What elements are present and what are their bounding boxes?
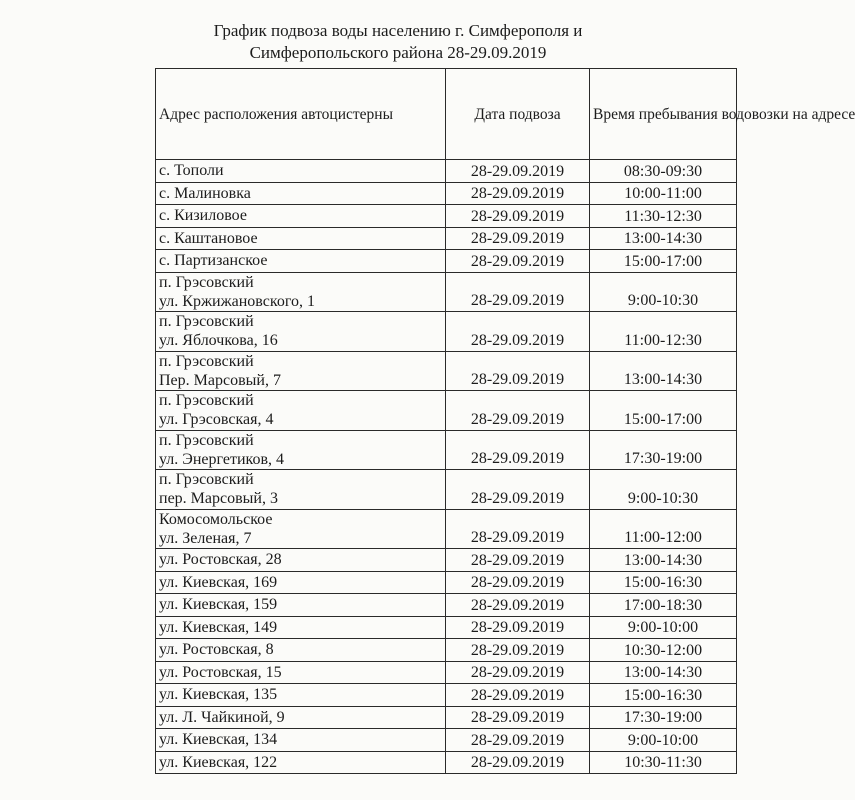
delivery-date-cell: 28-29.09.2019	[446, 639, 590, 662]
stay-time-cell: 9:00-10:30	[590, 470, 737, 510]
address-line-2: ул. Зеленая, 7	[159, 529, 252, 547]
address-line-1: п. Грэсовский	[159, 392, 254, 410]
stay-time-cell: 9:00-10:00	[590, 729, 737, 752]
header-date: Дата подвоза	[446, 69, 590, 160]
address-line-1: с. Малиновка	[159, 184, 251, 202]
delivery-date-cell: 28-29.09.2019	[446, 272, 590, 312]
address-cell	[156, 706, 446, 729]
address-line-1: с. Каштановое	[159, 229, 258, 247]
delivery-date-cell: 28-29.09.2019	[446, 351, 590, 391]
table-row	[156, 616, 737, 639]
delivery-date-cell: 28-29.09.2019	[446, 661, 590, 684]
address-line-1: п. Грэсовский	[159, 471, 254, 489]
address-line-1: п. Грэсовский	[159, 431, 254, 449]
address-line-1: ул. Киевская, 134	[159, 731, 278, 749]
stay-time-cell: 15:00-17:00	[590, 391, 737, 431]
address-cell	[156, 509, 446, 549]
table-row	[156, 272, 737, 312]
stay-time-cell: 15:00-16:30	[590, 684, 737, 707]
address-line-1: с. Кизиловое	[159, 207, 247, 225]
address-line-2: пер. Марсовый, 3	[159, 490, 278, 508]
address-line-1: ул. Ростовская, 15	[159, 663, 282, 681]
address-cell	[156, 616, 446, 639]
table-row	[156, 661, 737, 684]
delivery-date-cell: 28-29.09.2019	[446, 160, 590, 183]
address-cell	[156, 430, 446, 470]
stay-time-cell: 11:00-12:30	[590, 312, 737, 352]
stay-time-cell: 11:30-12:30	[590, 205, 737, 228]
address-line-1: ул. Киевская, 169	[159, 573, 278, 591]
address-line-1: ул. Л. Чайкиной, 9	[159, 708, 285, 726]
header-time: Время пребывания водовозки на адресе	[590, 69, 737, 160]
address-line-1: п. Грэсовский	[159, 313, 254, 331]
table-row	[156, 227, 737, 250]
delivery-date-cell: 28-29.09.2019	[446, 751, 590, 774]
table-row	[156, 160, 737, 183]
stay-time-cell: 10:30-12:00	[590, 639, 737, 662]
delivery-date-cell: 28-29.09.2019	[446, 616, 590, 639]
address-line-1: ул. Ростовская, 28	[159, 551, 282, 569]
address-cell	[156, 351, 446, 391]
table-row	[156, 182, 737, 205]
table-row	[156, 594, 737, 617]
delivery-date-cell: 28-29.09.2019	[446, 227, 590, 250]
address-cell	[156, 470, 446, 510]
address-cell	[156, 751, 446, 774]
delivery-date-cell: 28-29.09.2019	[446, 250, 590, 273]
delivery-date-cell: 28-29.09.2019	[446, 205, 590, 228]
stay-time-cell: 13:00-14:30	[590, 227, 737, 250]
address-cell	[156, 312, 446, 352]
delivery-date-cell: 28-29.09.2019	[446, 430, 590, 470]
table-row	[156, 312, 737, 352]
address-cell	[156, 729, 446, 752]
header-address: Адрес расположения автоцистерны	[156, 69, 446, 160]
address-cell	[156, 571, 446, 594]
stay-time-cell: 13:00-14:30	[590, 661, 737, 684]
delivery-date-cell: 28-29.09.2019	[446, 470, 590, 510]
delivery-date-cell: 28-29.09.2019	[446, 706, 590, 729]
table-row	[156, 391, 737, 431]
table-row	[156, 751, 737, 774]
address-line-1: Комосомольское	[159, 510, 273, 528]
stay-time-cell: 13:00-14:30	[590, 549, 737, 572]
delivery-date-cell: 28-29.09.2019	[446, 684, 590, 707]
stay-time-cell: 17:30-19:00	[590, 430, 737, 470]
document-title	[0, 20, 796, 64]
address-cell	[156, 160, 446, 183]
stay-time-cell: 15:00-16:30	[590, 571, 737, 594]
stay-time-cell: 11:00-12:00	[590, 509, 737, 549]
address-line-2: ул. Кржижановского, 1	[159, 292, 315, 310]
delivery-date-cell: 28-29.09.2019	[446, 182, 590, 205]
stay-time-cell: 10:30-11:30	[590, 751, 737, 774]
table-row	[156, 351, 737, 391]
address-cell	[156, 182, 446, 205]
delivery-date-cell: 28-29.09.2019	[446, 509, 590, 549]
stay-time-cell: 17:30-19:00	[590, 706, 737, 729]
address-line-1: ул. Ростовская, 8	[159, 641, 274, 659]
table-row	[156, 430, 737, 470]
address-cell	[156, 661, 446, 684]
water-delivery-schedule-table	[155, 68, 855, 774]
table-row	[156, 706, 737, 729]
delivery-date-cell: 28-29.09.2019	[446, 549, 590, 572]
address-line-1: п. Грэсовский	[159, 352, 254, 370]
table-row	[156, 571, 737, 594]
delivery-date-cell: 28-29.09.2019	[446, 312, 590, 352]
stay-time-cell: 13:00-14:30	[590, 351, 737, 391]
address-cell	[156, 639, 446, 662]
address-cell	[156, 549, 446, 572]
stay-time-cell: 10:00-11:00	[590, 182, 737, 205]
address-line-1: ул. Киевская, 149	[159, 618, 278, 636]
address-cell	[156, 391, 446, 431]
stay-time-cell: 9:00-10:00	[590, 616, 737, 639]
delivery-date-cell: 28-29.09.2019	[446, 594, 590, 617]
table-row	[156, 684, 737, 707]
address-line-2: Пер. Марсовый, 7	[159, 371, 281, 389]
address-line-1: п. Грэсовский	[159, 273, 254, 291]
address-cell	[156, 205, 446, 228]
stay-time-cell: 08:30-09:30	[590, 160, 737, 183]
stay-time-cell: 9:00-10:30	[590, 272, 737, 312]
table-row	[156, 250, 737, 273]
table-row	[156, 729, 737, 752]
delivery-date-cell: 28-29.09.2019	[446, 571, 590, 594]
address-line-2: ул. Грэсовская, 4	[159, 411, 274, 429]
table-row	[156, 639, 737, 662]
address-cell	[156, 250, 446, 273]
table-row	[156, 549, 737, 572]
stay-time-cell: 17:00-18:30	[590, 594, 737, 617]
title-line-1: График подвоза воды населению г. Симферополя и	[213, 21, 583, 40]
address-line-1: с. Партизанское	[159, 252, 268, 270]
address-line-1: ул. Киевская, 159	[159, 596, 278, 614]
address-line-2: ул. Яблочкова, 16	[159, 332, 278, 350]
stay-time-cell: 15:00-17:00	[590, 250, 737, 273]
address-line-2: ул. Энергетиков, 4	[159, 450, 285, 468]
address-line-1: ул. Киевская, 135	[159, 686, 278, 704]
title-line-2: Симферопольского района 28-29.09.2019	[249, 43, 547, 62]
delivery-date-cell: 28-29.09.2019	[446, 391, 590, 431]
table-header-row	[156, 69, 737, 160]
delivery-date-cell: 28-29.09.2019	[446, 729, 590, 752]
address-line-1: с. Тополи	[159, 162, 224, 180]
table-body	[156, 160, 737, 774]
table-row	[156, 509, 737, 549]
address-line-1: ул. Киевская, 122	[159, 753, 278, 771]
address-cell	[156, 227, 446, 250]
table-row	[156, 205, 737, 228]
table-row	[156, 470, 737, 510]
address-cell	[156, 272, 446, 312]
address-cell	[156, 594, 446, 617]
address-cell	[156, 684, 446, 707]
